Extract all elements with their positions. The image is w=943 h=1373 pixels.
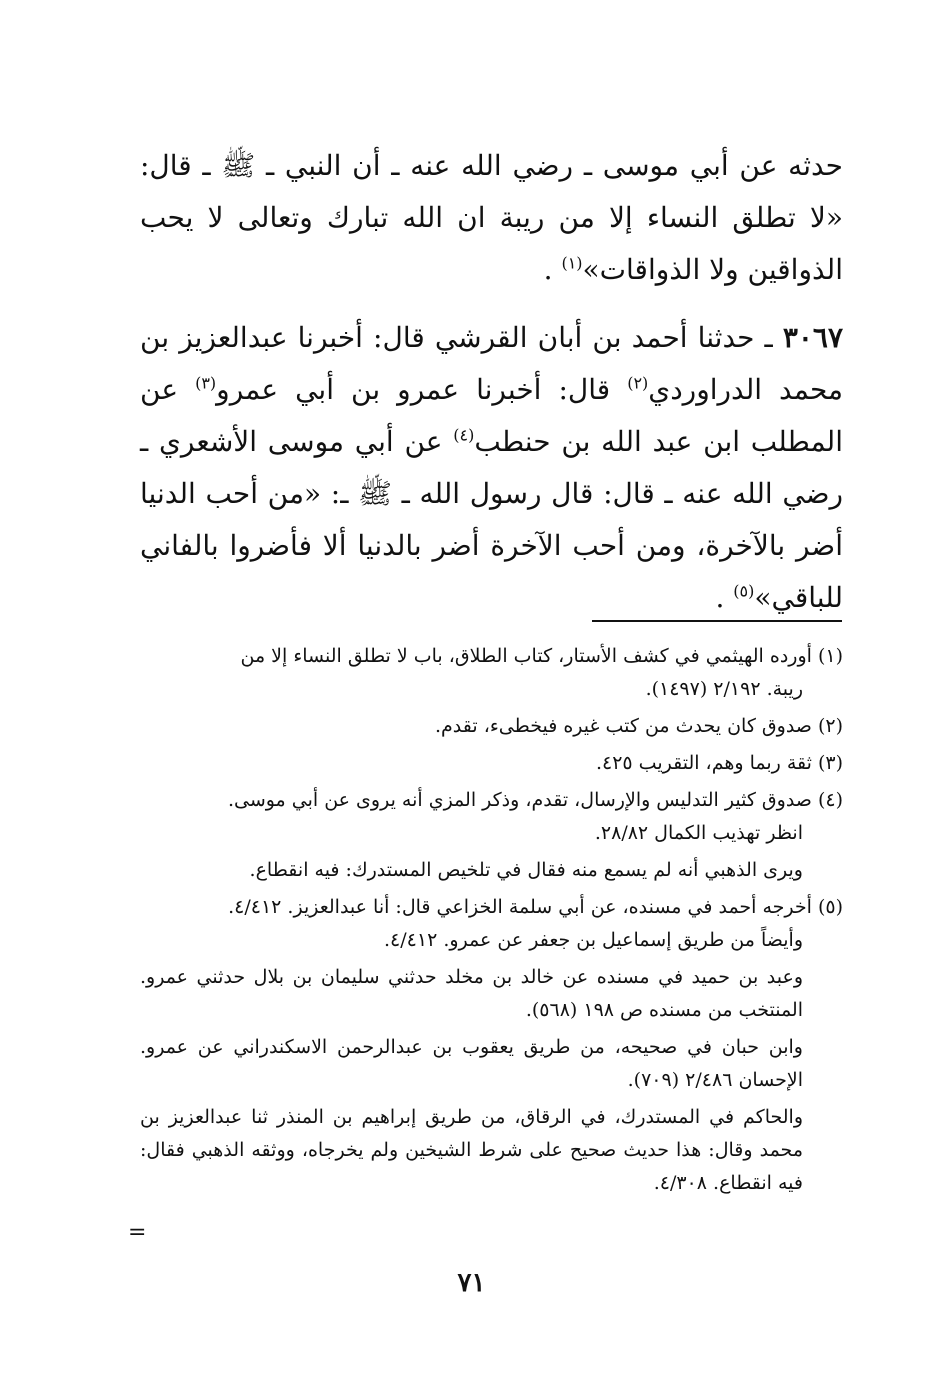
footnote-2	[140, 710, 843, 743]
hadith-text-a: ـ حدثنا أحمد بن أبان القرشي قال: أخبرنا عبدالعزيز بن محمد الدراوردي	[140, 321, 844, 406]
footnote-extra: ويرى الذهبي أنه لم يسمع منه فقال في تلخيص المستدرك: فيه انقطاع.	[249, 859, 803, 881]
footnote-text: أورده الهيثمي في كشف الأستار، كتاب الطلاق، باب لا تطلق النساء إلا من	[240, 645, 812, 667]
main-text	[140, 140, 843, 640]
footnote-number: (١)	[817, 645, 843, 667]
footnote-3	[140, 747, 843, 780]
hadith-text-d: عن أبي موسى الأشعري ـ رضي الله عنه ـ قال: قال رسول الله ـ ﷺ ـ: «من أحب الدنيا أضر بالآخرة، ومن أحب الآخرة أضر بالدنيا ألا فأضروا بالفاني للباقي»	[140, 425, 843, 614]
footnote-5	[140, 891, 843, 1200]
footnote-ref-2[interactable]: (٢)	[627, 373, 649, 393]
footnote-extra: وابن حبان في صحيحه، من طريق يعقوب بن عبدالرحمن الاسكندراني عن عمرو. الإحسان ٢/٤٨٦ (٧٠٩).	[140, 1036, 803, 1091]
footnote-number: (٤)	[817, 789, 843, 811]
hadith-text-b: قال: أخبرنا عمرو بن أبي عمرو	[216, 373, 628, 406]
footnote-separator	[592, 620, 842, 622]
page-number: ٧١	[457, 1268, 486, 1298]
footnote-number: (٥)	[817, 896, 843, 918]
footnote-extra: والحاكم في المستدرك، في الرقاق، من طريق إبراهيم بن المنذر ثنا عبدالعزيز بن محمد وقال: هذا حديث صحيح على شرط الشيخين ولم يخرجاه، ووثقه الذهبي فقال: فيه انقطاع. ٤/٣٠٨.	[140, 1106, 803, 1194]
paragraph-continuation	[140, 140, 843, 296]
footnote-text: ثقة ربما وهم، التقريب ٤٢٥.	[595, 752, 812, 774]
footnote-continuation: وأيضاً من طريق إسماعيل بن جعفر عن عمرو. ٤/٤١٢.	[384, 929, 803, 951]
footnote-extra: وعبد بن حميد في مسنده عن خالد بن مخلد حدثني سليمان بن بلال حدثني عمرو. المنتخب من مسنده ص ١٩٨ (٥٦٨).	[140, 966, 803, 1021]
hadith-number: ٣٠٦٧	[782, 321, 843, 354]
hadith-3067	[140, 312, 843, 624]
footnote-ref-4[interactable]: (٤)	[453, 425, 475, 445]
footnote-number: (٢)	[817, 715, 843, 737]
continuation-mark: =	[128, 1220, 147, 1245]
hadith-end: .	[715, 581, 734, 614]
footnote-1	[140, 640, 843, 706]
footnote-text: صدوق كثير التدليس والإرسال، تقدم، وذكر المزي أنه يروى عن أبي موسى.	[227, 789, 812, 811]
hadith-text-c: عن المطلب ابن عبد الله بن حنطب	[140, 373, 843, 458]
footnotes	[140, 640, 843, 1204]
footnote-4	[140, 784, 843, 887]
footnote-ref-1[interactable]: (١)	[561, 253, 583, 273]
p1-text: حدثه عن أبي موسى ـ رضي الله عنه ـ أن النبي ـ ﷺ ـ قال: «لا تطلق النساء إلا من ريبة ان الله تبارك وتعالى لا يحب الذواقين ولا الذواقات»	[140, 149, 843, 286]
footnote-continuation: انظر تهذيب الكمال ٢٨/٨٢.	[594, 822, 803, 844]
footnote-continuation: ريبة. ٢/١٩٢ (١٤٩٧).	[645, 678, 803, 700]
footnote-ref-5[interactable]: (٥)	[733, 581, 755, 601]
footnote-text: صدوق كان يحدث من كتب غيره فيخطىء، تقدم.	[435, 715, 812, 737]
p1-end: .	[543, 253, 562, 286]
footnote-ref-3[interactable]: (٣)	[195, 373, 217, 393]
footnote-text: أخرجه أحمد في مسنده، عن أبي سلمة الخزاعي قال: أنا عبدالعزيز. ٤/٤١٢.	[228, 896, 812, 918]
footnote-number: (٣)	[817, 752, 843, 774]
